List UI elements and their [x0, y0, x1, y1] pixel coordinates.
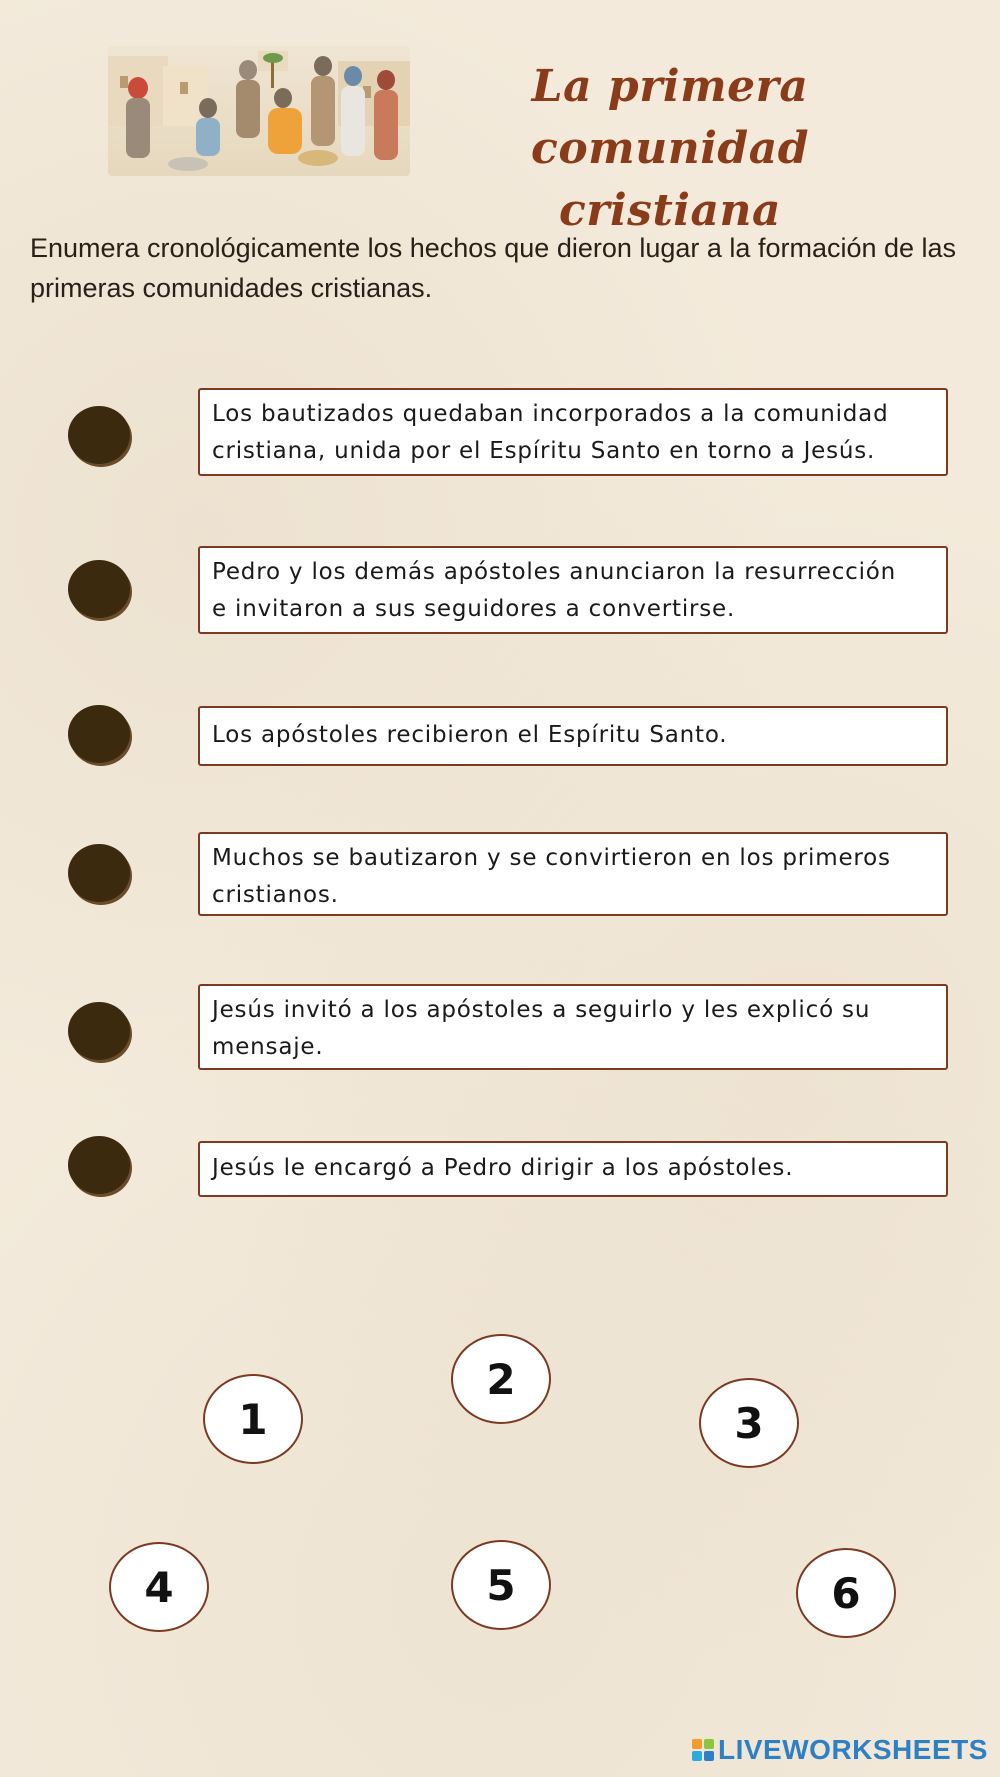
liveworksheets-logo[interactable]: [692, 1733, 988, 1767]
event-card-1-line-2: cristiana, unida por el Espíritu Santo en torno a Jesús.: [212, 438, 876, 464]
event-card-5: [198, 984, 948, 1070]
number-tile-2[interactable]: 2: [451, 1334, 551, 1424]
number-tile-5[interactable]: 5: [451, 1540, 551, 1630]
page-title: [430, 56, 910, 242]
number-tile-6[interactable]: 6: [796, 1548, 896, 1638]
event-card-3-line-1: Los apóstoles recibieron el Espíritu Santo.: [212, 722, 728, 748]
title-line-2: comunidad cristiana: [531, 123, 809, 236]
event-card-3: [198, 706, 948, 766]
header-illustration: [108, 46, 410, 176]
event-card-4-line-2: cristianos.: [212, 882, 339, 908]
number-tile-1[interactable]: 1: [203, 1374, 303, 1464]
event-card-5-line-1: Jesús invitó a los apóstoles a seguirlo y les explicó su: [212, 997, 871, 1023]
event-card-6-line-1: Jesús le encargó a Pedro dirigir a los apóstoles.: [212, 1155, 794, 1181]
answer-drop-target-4[interactable]: [68, 844, 130, 902]
event-card-2: [198, 546, 948, 634]
event-card-1: [198, 388, 948, 476]
title-line-1: La primera: [531, 61, 809, 112]
event-card-1-line-1: Los bautizados quedaban incorporados a la comunidad: [212, 401, 889, 427]
event-card-2-line-1: Pedro y los demás apóstoles anunciaron la resurrección: [212, 559, 897, 585]
answer-drop-target-1[interactable]: [68, 406, 130, 464]
answer-drop-target-3[interactable]: [68, 705, 130, 763]
number-tile-3[interactable]: 3: [699, 1378, 799, 1468]
event-card-2-line-2: e invitaron a sus seguidores a convertirse.: [212, 596, 736, 622]
event-card-4: [198, 832, 948, 916]
answer-drop-target-6[interactable]: [68, 1136, 130, 1194]
event-card-4-line-1: Muchos se bautizaron y se convirtieron en los primeros: [212, 845, 891, 871]
community-illustration: [108, 46, 410, 176]
instruction-text: Enumera cronológicamente los hechos que dieron lugar a la formación de las primeras comunidades cristianas.: [30, 233, 957, 303]
answer-drop-target-5[interactable]: [68, 1002, 130, 1060]
liveworksheets-logo-icon: [692, 1739, 714, 1761]
number-tile-4[interactable]: 4: [109, 1542, 209, 1632]
event-card-5-line-2: mensaje.: [212, 1034, 324, 1060]
answer-drop-target-2[interactable]: [68, 560, 130, 618]
event-card-6: [198, 1141, 948, 1197]
liveworksheets-logo-text: LIVEWORKSHEETS: [718, 1734, 988, 1765]
